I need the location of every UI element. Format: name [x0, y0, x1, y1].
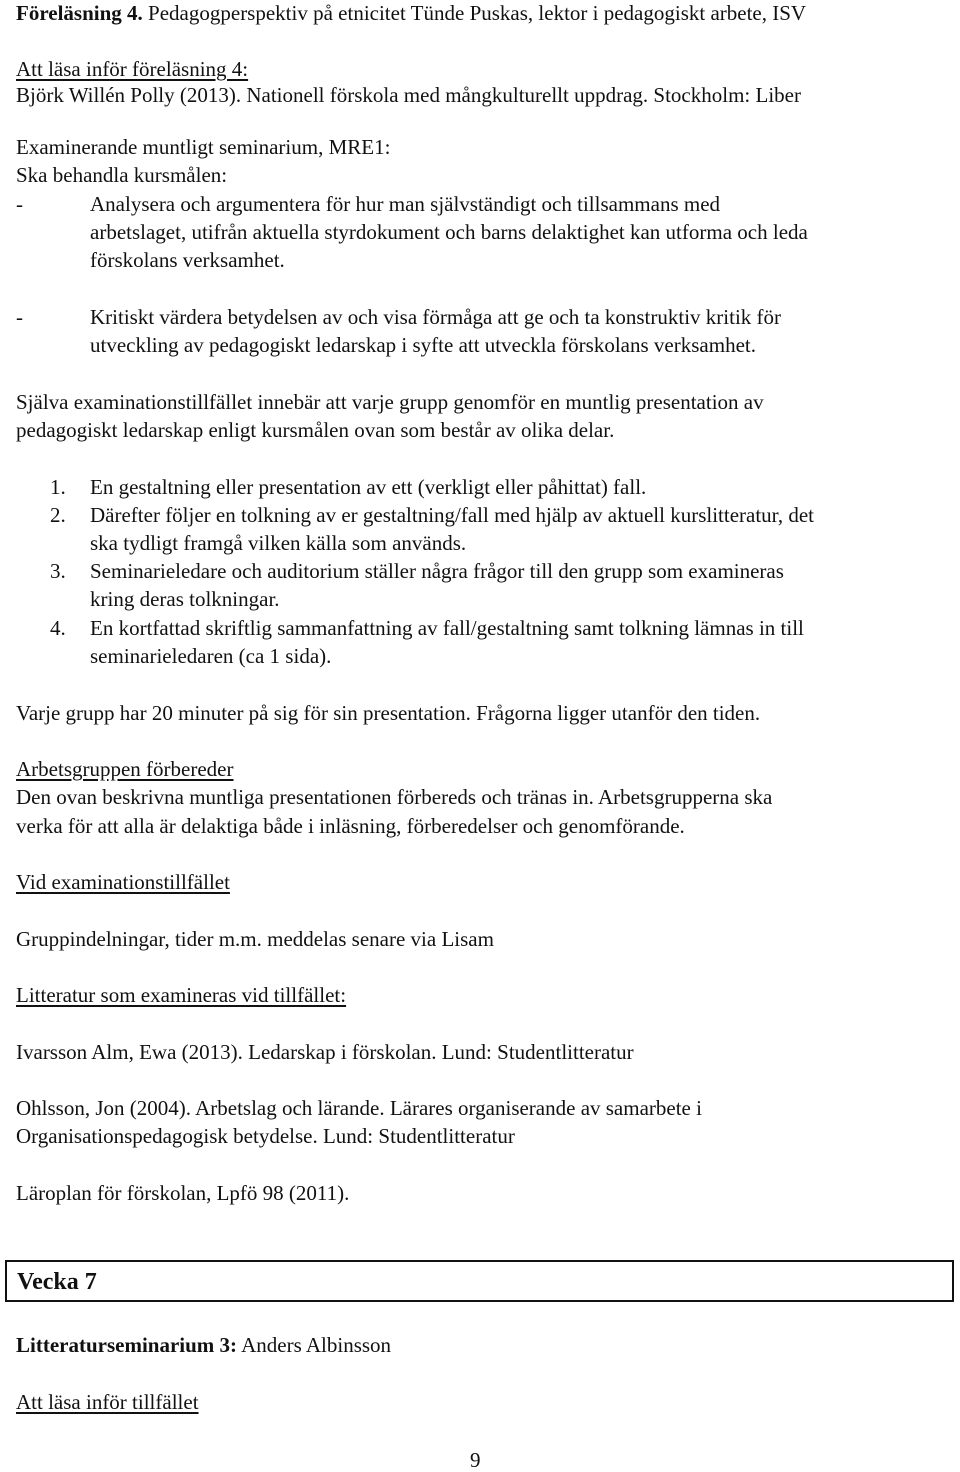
seminar-heading: Examinerande muntligt seminarium, MRE1: [16, 135, 391, 159]
reading4-item: Björk Willén Polly (2013). Nationell förskola med mångkulturellt uppdrag. Stockholm: Liber [16, 83, 801, 107]
prep-heading: Arbetsgruppen förbereder [16, 757, 234, 781]
step-number: 4. [50, 616, 66, 640]
prep-line: Den ovan beskrivna muntliga presentationen förbereds och tränas in. Arbetsgrupperna ska [16, 785, 773, 809]
week-box [5, 1260, 954, 1302]
lit-seminar-person: Anders Albinsson [237, 1333, 392, 1357]
lecture-text: Pedagogperspektiv på etnicitet Tünde Puskas, lektor i pedagogiskt arbete, ISV [142, 1, 807, 25]
page-number: 9 [470, 1448, 481, 1472]
exam-heading: Vid examinationstillfället [16, 870, 230, 894]
step-line: kring deras tolkningar. [90, 587, 280, 611]
goal-line: arbetslaget, utifrån aktuella styrdokument och barns delaktighet kan utforma och leda [90, 220, 808, 244]
literature-heading: Litteratur som examineras vid tillfället: [16, 983, 347, 1007]
literature-item: Ivarsson Alm, Ewa (2013). Ledarskap i förskolan. Lund: Studentlitteratur [16, 1040, 634, 1064]
literature-item: Läroplan för förskolan, Lpfö 98 (2011). [16, 1181, 350, 1205]
step-line: Seminarieledare och auditorium ställer några frågor till den grupp som examineras [90, 559, 784, 583]
lit-seminar-line [16, 1332, 391, 1358]
step-line: En gestaltning eller presentation av ett (verkligt eller påhittat) fall. [90, 475, 647, 499]
goal-line: Analysera och argumentera för hur man självständigt och tillsammans med [90, 192, 721, 216]
lecture-label: Föreläsning 4. [16, 1, 143, 25]
time-note: Varje grupp har 20 minuter på sig för sin presentation. Frågorna ligger utanför den tiden. [16, 701, 761, 725]
step-number: 2. [50, 503, 66, 527]
lit-seminar-reading-heading: Att läsa inför tillfället [16, 1390, 199, 1414]
step-number: 1. [50, 475, 66, 499]
lit-seminar-label: Litteraturseminarium 3: [16, 1333, 238, 1357]
exam-text: Gruppindelningar, tider m.m. meddelas senare via Lisam [16, 927, 494, 951]
goal-line: utveckling av pedagogiskt ledarskap i syfte att utveckla förskolans verksamhet. [90, 333, 756, 357]
literature-item: Ohlsson, Jon (2004). Arbetslag och lärande. Lärares organiserande av samarbete i [16, 1096, 702, 1120]
goal-line: Kritiskt värdera betydelsen av och visa förmåga att ge och ta konstruktiv kritik för [90, 305, 782, 329]
lecture-line [16, 0, 806, 26]
goal-line: förskolans verksamhet. [90, 248, 285, 272]
step-line: seminarieledaren (ca 1 sida). [90, 644, 332, 668]
prep-line: verka för att alla är delaktiga både i inläsning, förberedelser och genomförande. [16, 814, 685, 838]
step-number: 3. [50, 559, 66, 583]
literature-item-continued: Organisationspedagogisk betydelse. Lund: Studentlitteratur [16, 1124, 515, 1148]
goal-dash: - [16, 192, 23, 216]
intro-line: pedagogiskt ledarskap enligt kursmålen ovan som består av olika delar. [16, 418, 615, 442]
intro-line: Själva examinationstillfället innebär att varje grupp genomför en muntlig presentation av [16, 390, 764, 414]
week-title: Vecka 7 [17, 1269, 97, 1295]
step-line: Därefter följer en tolkning av er gestaltning/fall med hjälp av aktuell kurslitteratur, det [90, 503, 814, 527]
reading4-heading: Att läsa inför föreläsning 4: [16, 57, 249, 81]
goal-dash: - [16, 305, 23, 329]
step-line: ska tydligt framgå vilken källa som används. [90, 531, 467, 555]
seminar-subheading: Ska behandla kursmålen: [16, 163, 228, 187]
step-line: En kortfattad skriftlig sammanfattning av fall/gestaltning samt tolkning lämnas in till [90, 616, 804, 640]
